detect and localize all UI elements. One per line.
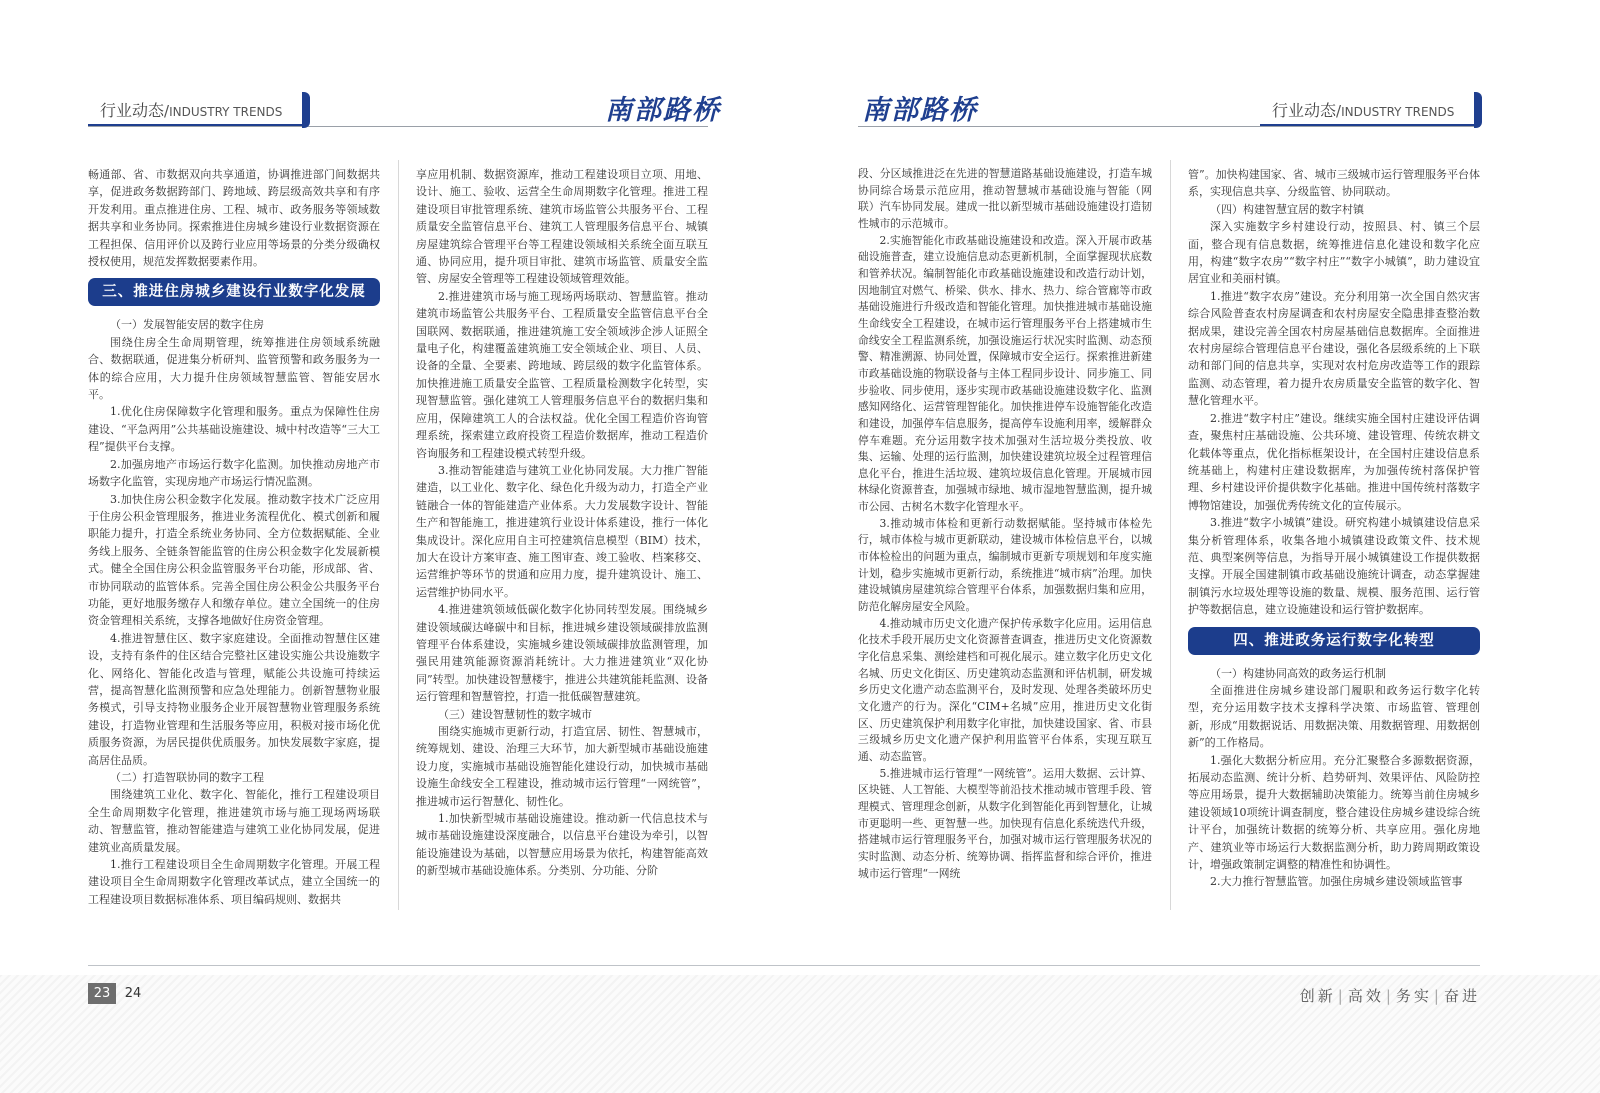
text-column-4 — [1188, 166, 1480, 891]
section-tag-marker — [302, 92, 310, 128]
paragraph: 1.强化大数据分析应用。充分汇聚整合多源数据资源，拓展动态监测、统计分析、趋势研判、效果评估、风险防控等应用场景，提升大数据辅助决策能力。统筹当前住房城乡建设领域10项统计调查制度，整合建设住房城乡建设综合统计平台，加强统计数据的统筹分析、共享应用。强化房地产、建筑业等市场运行大数据监测分析，助力跨周期政策设计，增强政策制定调整的精准性和协调性。 — [1188, 753, 1480, 872]
section-heading: 四、推进政务运行数字化转型 — [1188, 627, 1480, 655]
paragraph: 4.推进智慧住区、数字家庭建设。全面推动智慧住区建设，支持有条件的住区结合完整社区建设实施公共设施数字化、网络化、智能化改造与管理，赋能公共设施可持续运营，提高智慧化监测预警和应急处理能力。创新智慧物业服务模式，引导支持物业服务企业开展智慧物业管理服务系统建设，打造物业管理和生活服务等应用，积极对接市场化优质服务资源，为居民提供优质服务。加快发展数字家庭，提高居住品质。 — [88, 631, 380, 767]
brand-logo-left: 南部路桥 — [605, 95, 721, 126]
section-tag-cn: 行业动态 — [1272, 101, 1337, 120]
paragraph: 段、分区域推进泛在先进的智慧道路基础设施建设，打造车城协同综合场景示范应用，推动智慧城市基础设施与智能（网联）汽车协同发展。建成一批以新型城市基础设施建设打造韧性城市的示范城市。 — [858, 167, 1152, 230]
section-tag-left — [88, 96, 308, 126]
text-column-3 — [858, 166, 1152, 882]
paragraph: 1.加快新型城市基础设施建设。推动新一代信息技术与城市基础设施建设深度融合，以信息平台建设为牵引，以智能设施建设为基础，以智慧应用场景为依托，构建智能高效的新型城市基础设施体系。分类别、分功能、分阶 — [416, 812, 708, 878]
paragraph: 2.实施智能化市政基础设施建设和改造。深入开展市政基础设施普查，建立设施信息动态更新机制，全面掌握现状底数和管养状况。编制智能化市政基础设施建设和改造行动计划，因地制宜对燃气、桥梁、供水、排水、热力、综合管廊等市政基础设施进行升级改造和智能化管理。加快推进城市基础设施生命线安全工程建设，在城市运行管理服务平台上搭建城市生命线安全工程监测系统，加强设施运行状况实时监测、动态预警、精准溯源、协同处置，保障城市安全运行。探索推进新建市政基础设施的物联设备与主体工程同步设计、同步施工、同步验收、同步使用，逐步实现市政基础设施建设数字化、监测感知网络化、运营管理智能化。加快推进停车设施智能化改造和建设，加强停车信息服务，提高停车设施利用率，缓解群众停车难题。充分运用数字技术加强对生活垃圾分类投放、收集、运输、处理的运行监测，加快建设建筑垃圾全过程管理信息化平台，推进生活垃圾、建筑垃圾信息化管理。开展城市园林绿化资源普查，加强城市绿地、城市湿地智慧监测，提升城市公园、古树名木数字化管理水平。 — [858, 233, 1152, 514]
text-column-1 — [88, 166, 380, 908]
paragraph: （一）构建协同高效的政务运行机制 — [1210, 666, 1386, 680]
paragraph: 4.推动城市历史文化遗产保护传承数字化应用。运用信息化技术手段开展历史文化资源普查调查，推进历史文化资源数字化信息采集、测绘建档和可视化展示。建立数字化历史文化名城、历史文化街区、历史建筑动态监测和评估机制，研发城乡历史文化遗产动态监测平台，及时发现、处理各类破坏历史文化遗产的行为。深化“CIM+名城”应用，推进历史文化街区、历史建筑保护利用数字化审批，加快建设国家、省、市县三级城乡历史文化遗产保护利用监管平台体系，实现互联互通、动态监管。 — [858, 616, 1152, 763]
section-tag-cn: 行业动态 — [100, 101, 165, 120]
paragraph: 3.推进“数字小城镇”建设。研究构建小城镇建设信息采集分析管理体系，收集各地小城镇建设政策文件、技术规范、典型案例等信息，为指导开展小城镇建设工作提供数据支撑。开展全国建制镇市政基础设施统计调查，动态掌握建制镇污水垃圾处理等设施的数量、规模、服务范围、运行管护等数据信息，建立设施建设和运行管护数据库。 — [1188, 516, 1480, 617]
column-divider-right-page — [1170, 160, 1171, 910]
brand-logo-right: 南部路桥 — [862, 95, 978, 126]
page-number-right: 24 — [124, 986, 142, 1001]
paragraph: （二）打造智联协同的数字工程 — [110, 771, 264, 784]
paragraph: 2.推进建筑市场与施工现场两场联动、智慧监管。推动建筑市场监管公共服务平台、工程质量安全监管信息平台全国联网、数据联通，推进建筑施工安全领域涉企涉人证照全量电子化，构建覆盖建筑施工安全领域企业、项目、人员、设备的全量、全要素、跨地域、跨层级的数字化监管体系。加快推进施工质量安全监管、工程质量检测数字化转型，实现智慧监管。强化建筑工人管理服务信息平台的数据归集和应用，保障建筑工人的合法权益。优化全国工程造价咨询管理系统，探索建立政府投资工程造价数据库，推动工程造价咨询服务和工程建设模式转型升级。 — [416, 289, 708, 460]
slogan-word: 务实 — [1395, 987, 1432, 1005]
paragraph: 3.推动城市体检和更新行动数据赋能。坚持城市体检先行，城市体检与城市更新联动，建设城市体检信息平台，以城市体检检出的问题为重点，编制城市更新专项规划和年度实施计划，稳步实施城市更新行动，系统推进“城市病”治理。加快建设城镇房屋建筑综合管理平台体系，加强数据归集和应用，防范化解房屋安全风险。 — [858, 516, 1152, 614]
paragraph: 5.推进城市运行管理“一网统管”。运用大数据、云计算、区块链、人工智能、大模型等前沿技术推动城市管理手段、管理模式、管理理念创新，从数字化到智能化再到智慧化，让城市更聪明一些、更智慧一些。加快现有信息化系统迭代升级，搭建城市运行管理服务平台，加强对城市运行管理服务状况的实时监测、动态分析、统筹协调、指挥监督和综合评价，推进城市运行管理“一网统 — [858, 766, 1152, 880]
paragraph: 4.推进建筑领域低碳化数字化协同转型发展。围绕城乡建设领域碳达峰碳中和目标，推进城乡建设领域碳排放监测管理平台体系建设，实施城乡建设领域碳排放监测管理，加强民用建筑能源资源消耗统计。大力推进建筑业“双化协同”转型。加快建设智慧楼宇，推进公共建筑能耗监测、设备运行管理和智慧管控，打造一批低碳智慧建筑。 — [416, 603, 708, 704]
text-column-2 — [416, 166, 708, 880]
paragraph: 深入实施数字乡村建设行动，按照县、村、镇三个层面，整合现有信息数据，统筹推进信息化建设和数字化应用，构建“数字农房”“数字村庄”“数字小城镇”，助力建设宜居宜业和美丽村镇。 — [1188, 220, 1480, 286]
section-tag-en: INDUSTRY TRENDS — [1341, 105, 1455, 119]
section-tag-sep: / — [1336, 102, 1342, 120]
paragraph: 2.大力推行智慧监管。加强住房城乡建设领域监管事 — [1210, 875, 1463, 889]
section-tag-right — [1260, 96, 1480, 126]
paragraph: 1.优化住房保障数字化管理和服务。重点为保障性住房建设、“平急两用”公共基础设施建设、城中村改造等“三大工程”提供平台支撑。 — [88, 405, 380, 454]
paragraph: 围绕实施城市更新行动，打造宜居、韧性、智慧城市，统筹规划、建设、治理三大环节，加大新型城市基础设施建设力度，实施城市基础设施智能化建设行动，加快城市基础设施生命线安全工程建设，推动城市运行管理“一网统管”，推进城市运行智慧化、韧性化。 — [416, 725, 708, 808]
footer-rule — [88, 965, 1480, 966]
paragraph: 1.推行工程建设项目全生命周期数字化管理。开展工程建设项目全生命周期数字化管理改革试点，建立全国统一的工程建设项目数据标准体系、项目编码规则、数据共 — [88, 858, 380, 906]
paragraph: 管”。加快构建国家、省、城市三级城市运行管理服务平台体系，实现信息共享、分级监管、协同联动。 — [1188, 168, 1480, 199]
paragraph: 享应用机制、数据资源库，推动工程建设项目立项、用地、设计、施工、验收、运营全生命周期数字化管理。推进工程建设项目审批管理系统、建筑市场监管公共服务平台、工程质量安全监管信息平台、建筑工人管理服务信息平台、城镇房屋建筑综合管理平台等工程建设领域相关系统全面互联互通、协同应用，提升项目审批、建筑市场监管、质量安全监管、房屋安全管理等工程建设领域管理效能。 — [416, 168, 708, 286]
slogan-divider: | — [1385, 987, 1394, 1005]
slogan-divider: | — [1337, 987, 1346, 1005]
page-number-left: 23 — [88, 983, 116, 1004]
paragraph: 3.加快住房公积金数字化发展。推动数字技术广泛应用于住房公积金管理服务，推进业务流程优化、模式创新和履职能力提升，打造全系统业务协同、全方位数据赋能、全业务线上服务、全链条智能监管的住房公积金数字化发展新模式。健全全国住房公积金监管服务平台功能，形成部、省、市协同联动的监管体系。完善全国住房公积金公共服务平台功能，更好地服务缴存人和缴存单位。建立全国统一的住房资金管理相关系统，支撑各地做好住房资金管理。 — [88, 492, 380, 628]
paragraph: （三）建设智慧韧性的数字城市 — [438, 707, 592, 721]
paragraph: 3.推动智能建造与建筑工业化协同发展。大力推广智能建造，以工业化、数字化、绿色化升级为动力，打造全产业链融合一体的智能建造产业体系。大力发展数字设计、智能生产和智能施工，推进建筑行业设计体系建设，推行一体化集成设计。深化应用自主可控建筑信息模型（BIM）技术，加大在设计方案审查、施工图审查、竣工验收、档案移交、运营维护等环节的贯通和应用力度，提升建筑设计、施工、运营维护协同水平。 — [416, 463, 708, 599]
footer-slogan — [1300, 985, 1480, 1006]
paragraph: 2.推进“数字村庄”建设。继续实施全国村庄建设评估调查，聚焦村庄基础设施、公共环境、建设管理、传统农耕文化载体等重点，优化指标框架设计，在全国村庄建设信息系统基础上，构建村庄建设数据库，为加强传统村落保护管理、乡村建设评价提供数字化基础。推进中国传统村落数字博物馆建设，加强优秀传统文化的宣传展示。 — [1188, 411, 1480, 512]
section-tag-en: INDUSTRY TRENDS — [169, 105, 283, 119]
column-divider-left-page — [398, 160, 399, 910]
section-tag-sep: / — [164, 102, 170, 120]
paragraph: 全面推进住房城乡建设部门履职和政务运行数字化转型，充分运用数字技术支撑科学决策、市场监管、管理创新，形成“用数据说话、用数据决策、用数据管理、用数据创新”的工作格局。 — [1188, 683, 1480, 750]
paragraph: 2.加强房地产市场运行数字化监测。加快推动房地产市场数字化监管，实现房地产市场运行情况监测。 — [88, 457, 380, 489]
paragraph: （四）构建智慧宜居的数字村镇 — [1210, 202, 1364, 216]
paragraph: （一）发展智能安居的数字住房 — [110, 318, 264, 332]
slogan-word: 创新 — [1299, 987, 1336, 1005]
paragraph: 1.推进“数字农房”建设。充分利用第一次全国自然灾害综合风险普查农村房屋调查和农村房屋安全隐患排查整治数据成果，建设完善全国农村房屋基础信息数据库。全面推进农村房屋综合管理信息平台建设，强化各层级系统的上下联动和部门间的信息共享，实现对农村危房改造等工作的跟踪监测、动态管理，着力提升农房质量安全监管的数字化、智慧化管理水平。 — [1188, 289, 1480, 408]
paragraph: 围绕建筑工业化、数字化、智能化，推行工程建设项目全生命周期数字化管理，推进建筑市场与施工现场两场联动、智慧监管，推动智能建造与建筑工业化协同发展，促进建筑业高质量发展。 — [88, 788, 380, 854]
paragraph: 畅通部、省、市数据双向共享通道，协调推进部门间数据共享，促进政务数据跨部门、跨地域、跨层级高效共享和有序开发利用。重点推进住房、工程、城市、政务服务等领域数据共享和业务协同。探索推进住房城乡建设行业数据资源在工程担保、信用评价以及跨行业应用等场景的分类分级确权授权使用，规范发挥数据要素作用。 — [88, 168, 380, 269]
section-tag-marker — [1474, 92, 1482, 128]
slogan-word: 高效 — [1347, 987, 1384, 1005]
slogan-divider: | — [1433, 987, 1442, 1005]
paragraph: 围绕住房全生命周期管理，统筹推进住房领域系统融合、数据联通，促进集分析研判、监管预警和政务服务为一体的综合应用，大力提升住房领域智慧监管、智能安居水平。 — [88, 335, 380, 402]
section-heading: 三、推进住房城乡建设行业数字化发展 — [88, 278, 380, 306]
slogan-word: 奋进 — [1443, 987, 1480, 1005]
